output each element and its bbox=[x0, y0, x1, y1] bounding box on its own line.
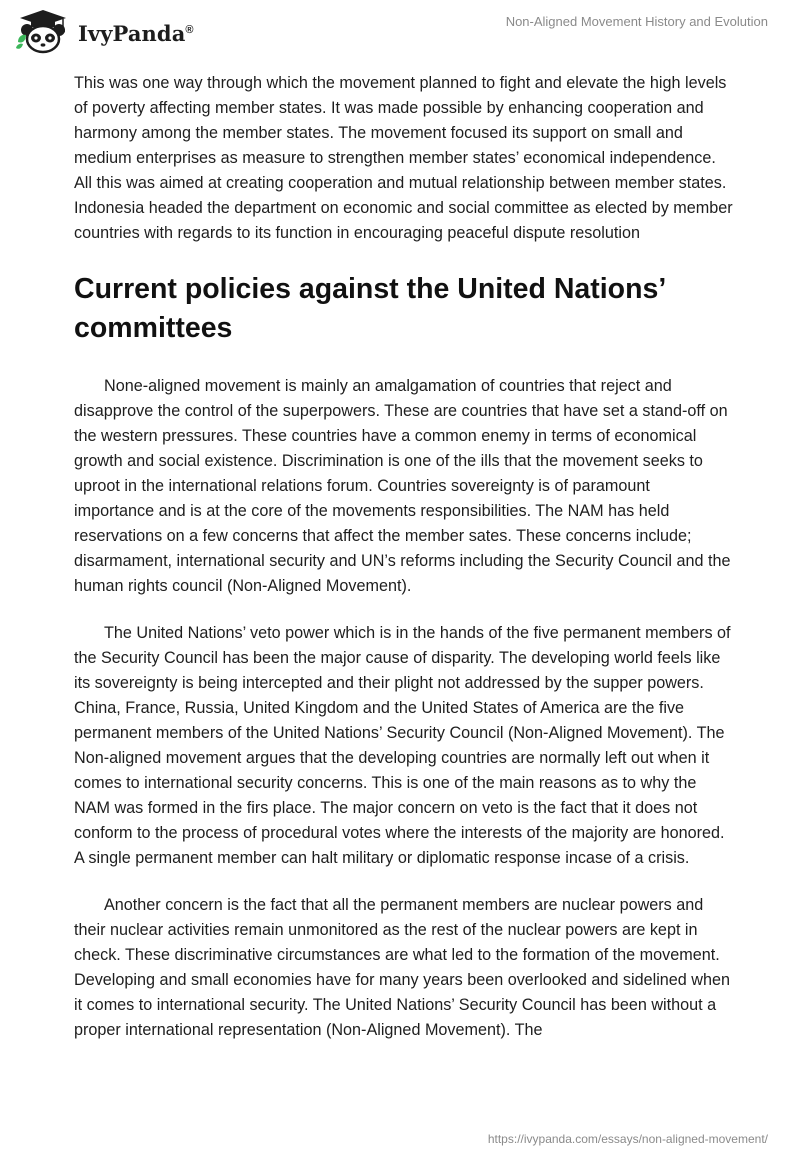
panda-graduate-icon bbox=[14, 8, 72, 54]
body-paragraph-2: The United Nations’ veto power which is in the hands of the five permanent members of the Security Council has been the major cause of disparity. The developing world feels like its sovereignty is being intercepted and their plight not addressed by the supper powers. China, France, Russia, United Kingdom and the United States of America are the five permanent members of the United Nations’ Security Council (Non-Aligned Movement). The Non-aligned movement argues that the developing countries are normally left out when it comes to international security concerns. This is one of the main reasons as to why the NAM was formed in the firs place. The major concern on veto is the fact that it does not conform to the process of procedural votes where the interests of the majority are honored. A single permanent member can halt military or diplomatic response incase of a crisis. bbox=[74, 624, 731, 867]
body-paragraph-1: None-aligned movement is mainly an amalgamation of countries that reject and disapprove the control of the superpowers. These are countries that have set a stand-off on the western pressures. These countries have a common enemy in terms of economical growth and social existence. Discrimination is one of the ills that the movement seeks to uproot in the international relations forum. Countries sovereignty is of paramount importance and is at the core of the movements responsibilities. The NAM has held reservations on a few concerns that affect the member sates. These concerns include; disarmament, international security and UN’s reforms including the Security Council and the human rights council (Non-Aligned Movement). bbox=[74, 377, 731, 595]
brand-name: IvyPanda® bbox=[78, 20, 194, 46]
registered-mark: ® bbox=[185, 23, 194, 36]
essay-content bbox=[74, 71, 734, 1065]
section-heading: Current policies against the United Nations’ committees bbox=[74, 273, 665, 344]
source-url[interactable]: https://ivypanda.com/essays/non-aligned-movement/ bbox=[487, 1132, 768, 1146]
intro-paragraph: This was one way through which the movement planned to fight and elevate the high levels of poverty affecting member states. It was made possible by enhancing cooperation and harmony among the member states. The movement focused its support on small and medium enterprises as measure to strengthen member states’ economical independence. All this was aimed at creating cooperation and mutual relationship between member states. Indonesia headed the department on economic and social committee as elected by member countries with regards to its function in encouraging peaceful dispute resolution bbox=[74, 74, 733, 242]
body-paragraph-3: Another concern is the fact that all the permanent members are nuclear powers and their nuclear activities remain unmonitored as the rest of the nuclear powers are kept in check. These discriminative circumstances are what led to the formation of the movement. Developing and small economies have for many years been overlooked and sidelined when it comes to international security. The United Nations’ Security Council has been without a proper international representation (Non-Aligned Movement). The bbox=[74, 896, 730, 1039]
document-title: Non-Aligned Movement History and Evolution bbox=[505, 14, 768, 29]
page-header bbox=[0, 0, 800, 64]
ivypanda-logo[interactable] bbox=[14, 8, 194, 54]
